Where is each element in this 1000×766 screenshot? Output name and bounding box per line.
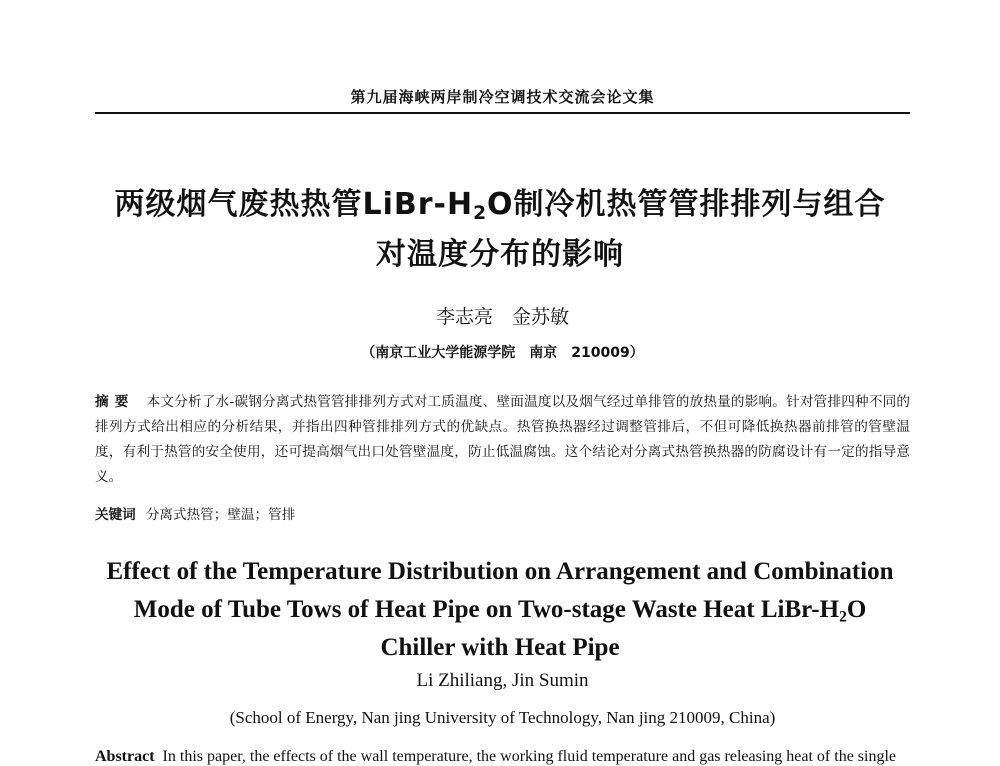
english-title-line-2 [60, 591, 940, 629]
abstract-label: 摘要 [95, 394, 135, 410]
english-affiliation: (School of Energy, Nan jing University of Technology, Nan jing 210009, China) [229, 708, 776, 727]
chinese-keywords [95, 503, 910, 528]
english-title-line-3: Chiller with Heat Pipe [380, 634, 620, 661]
chinese-affiliation: （南京工业大学能源学院 南京 210009） [361, 345, 644, 361]
keywords-label: 关键词 [95, 507, 136, 523]
chinese-title-part: O制冷机热管管排排列与组合 [487, 187, 886, 222]
chinese-title-line-2: 对温度分布的影响 [376, 237, 624, 272]
chinese-abstract [95, 390, 910, 490]
english-authors: Li Zhiliang, Jin Sumin [416, 670, 589, 691]
english-title-part: O [846, 596, 867, 623]
chinese-title-part: 两级烟气废热热管LiBr-H [114, 187, 474, 222]
keywords-text: 分离式热管；壁温；管排 [145, 507, 296, 523]
english-abstract [95, 748, 910, 766]
chinese-authors: 李志亮 金苏敏 [435, 306, 569, 328]
abstract-label-en: Abstract [95, 748, 155, 765]
subscript: 2 [473, 203, 488, 225]
subscript: 2 [839, 608, 847, 626]
abstract-text-en: In this paper, the effects of the wall temperature, the working fluid temperature and gas releasing heat of the single [162, 748, 897, 765]
header-rule [95, 112, 910, 114]
english-title-part: Mode of Tube Tows of Heat Pipe on Two-stage Waste Heat LiBr-H [133, 596, 840, 623]
english-title [60, 553, 940, 667]
abstract-text: 本文分析了水-碳钢分离式热管管排排列方式对工质温度、壁面温度以及烟气经过单排管的放热量的影响。针对管排四种不同的排列方式给出相应的分析结果，并指出四种管排排列方式的优缺点。热管换热器经过调整管排后，不但可降低换热器前排管的管壁温度，有利于热管的安全使用，还可提高烟气出口处管壁温度，防止低温腐蚀。这个结论对分离式热管换热器的防腐设计有一定的指导意义。 [95, 394, 911, 485]
chinese-title [60, 180, 940, 280]
running-head: 第九届海峡两岸制冷空调技术交流会论文集 [350, 88, 655, 106]
english-title-line-1: Effect of the Temperature Distribution on Arrangement and Combination [106, 558, 894, 585]
chinese-title-line-1 [60, 180, 940, 230]
